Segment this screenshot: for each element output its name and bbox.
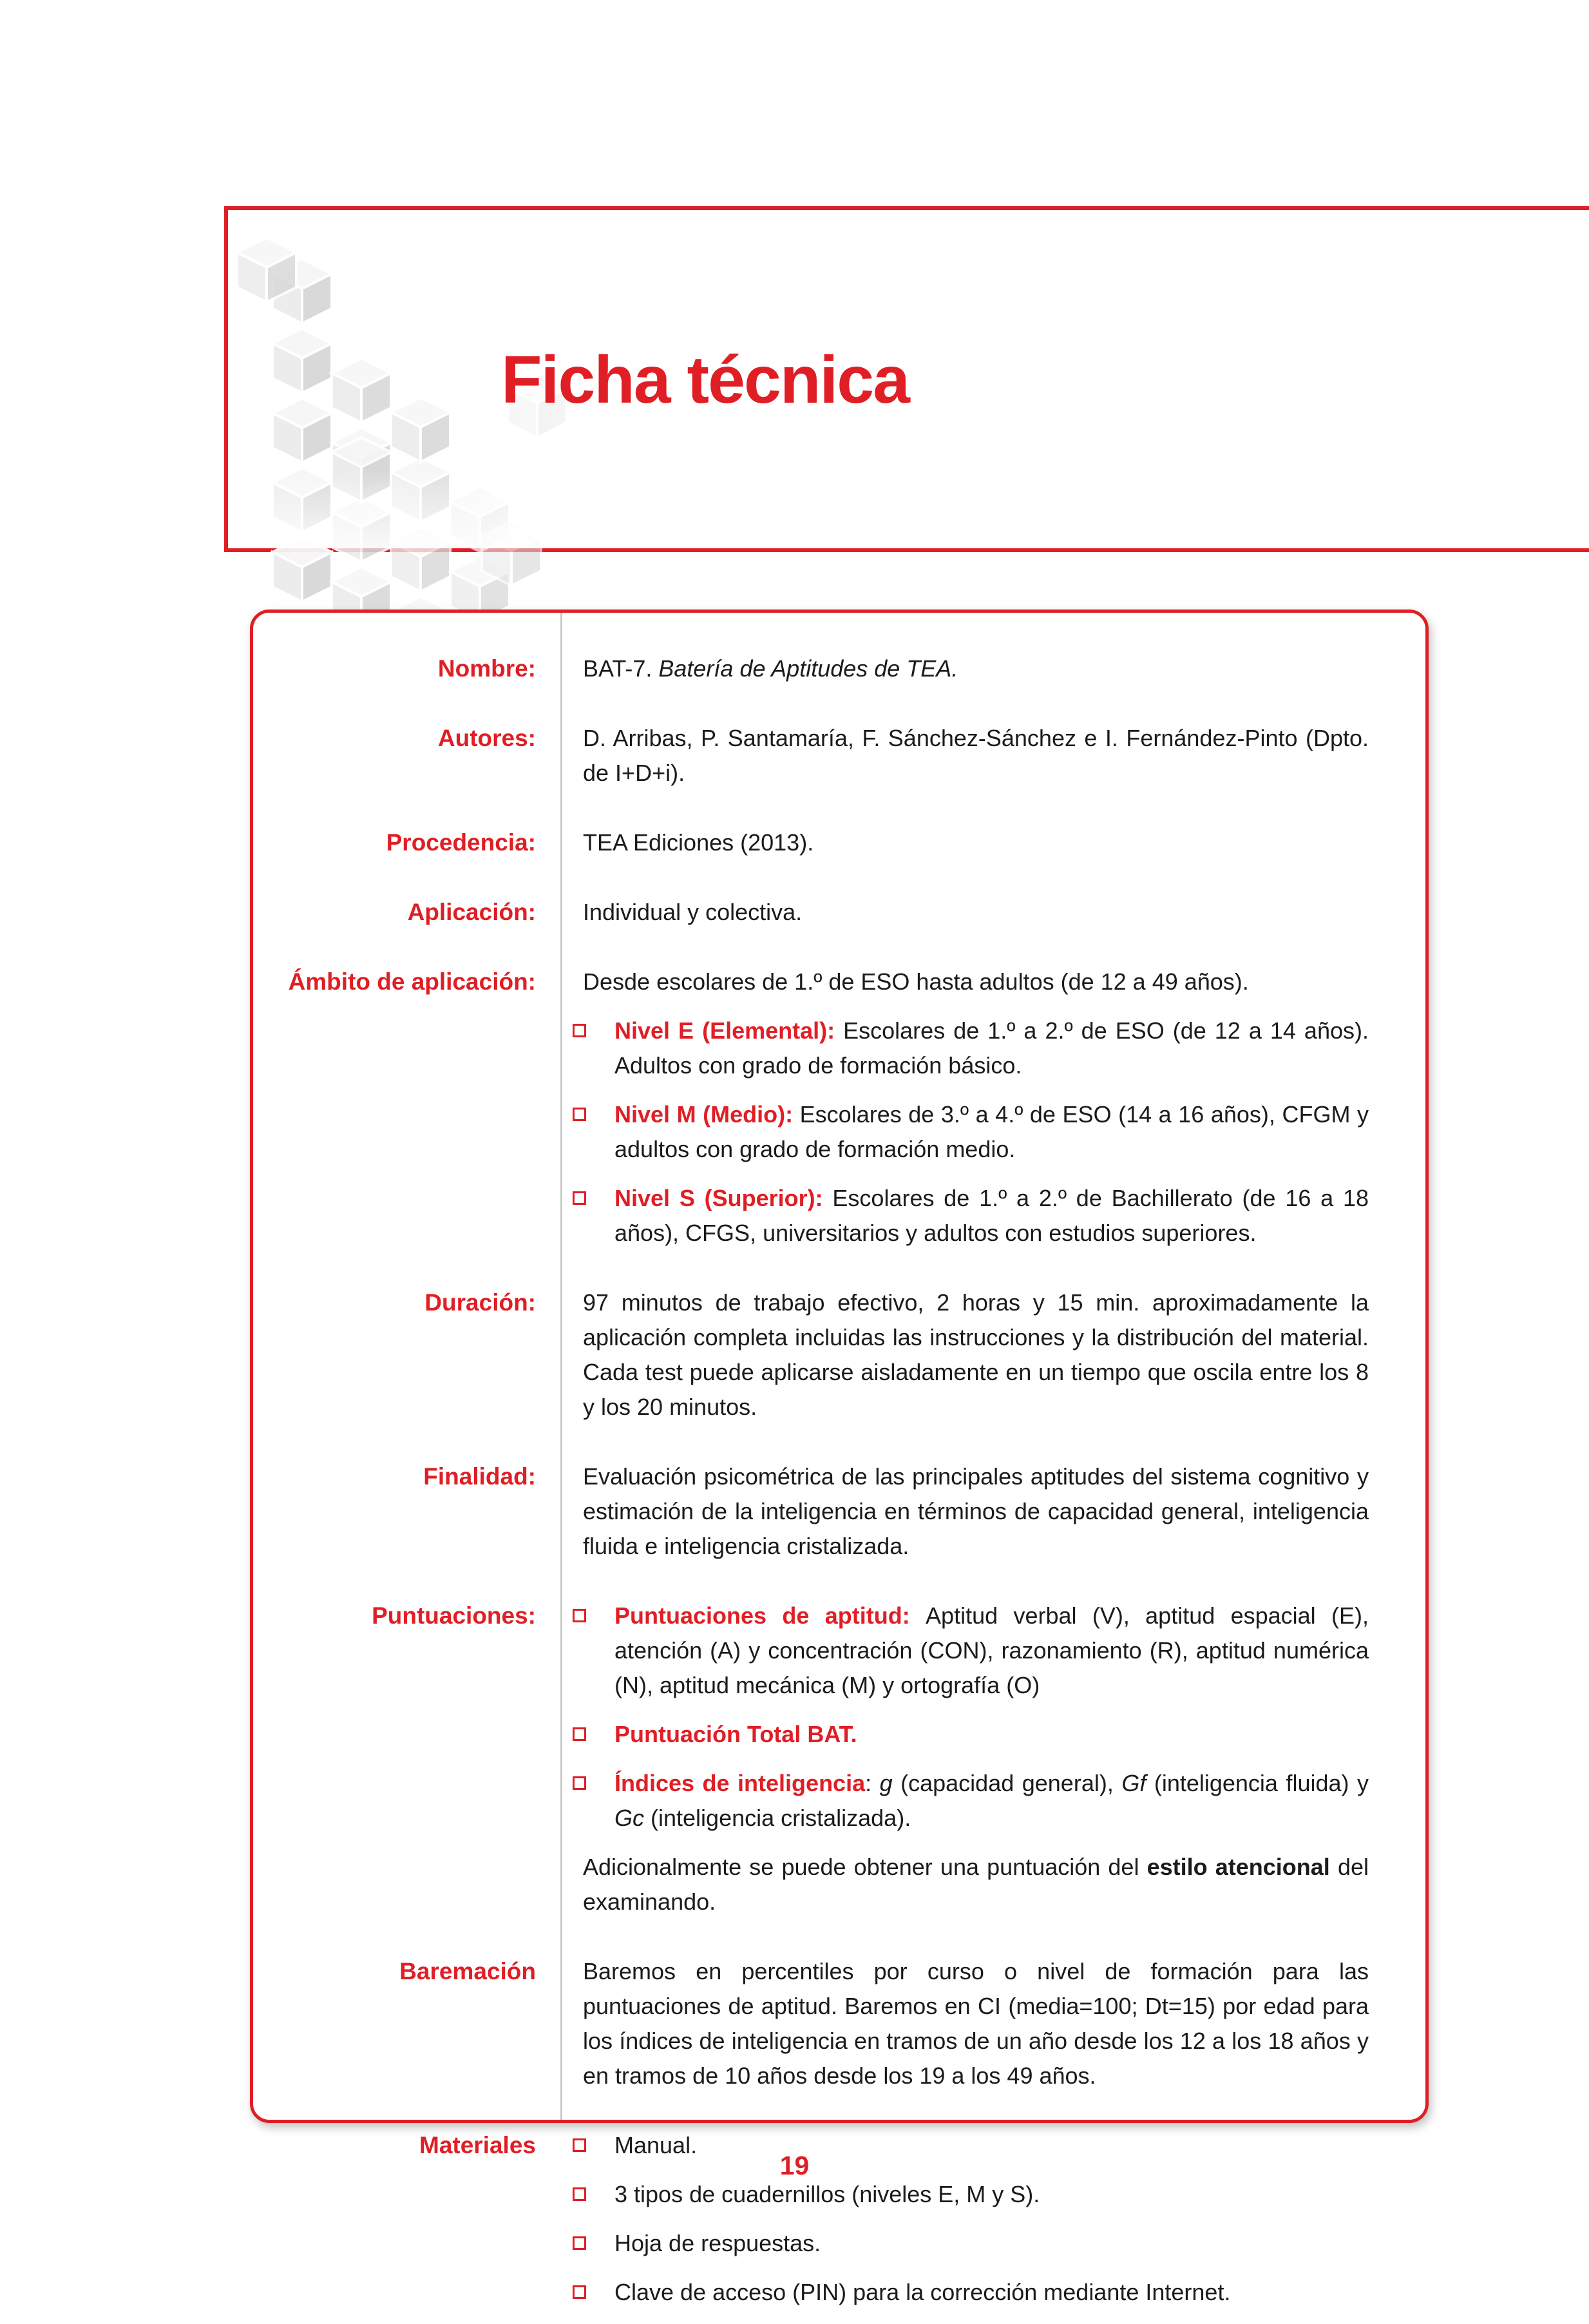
page-number: 19 bbox=[779, 2151, 810, 2180]
table-row bbox=[253, 1459, 1425, 1578]
content-paragraph bbox=[583, 1850, 1369, 1919]
bullet-text bbox=[586, 1097, 1369, 1167]
content-paragraph bbox=[583, 1459, 1369, 1564]
bullet-square-icon bbox=[573, 1191, 586, 1205]
table-row bbox=[253, 1285, 1425, 1439]
bullet-square-icon bbox=[573, 2187, 586, 2201]
text-segment: (inteligencia fluida) y bbox=[1146, 1770, 1369, 1796]
bullet-square-icon bbox=[573, 1727, 586, 1741]
text-segment: : bbox=[865, 1770, 880, 1796]
text-segment: Clave de acceso (PIN) para la corrección mediante Internet. bbox=[614, 2279, 1231, 2305]
row-content bbox=[560, 1285, 1425, 1439]
row-label: Nombre: bbox=[437, 655, 536, 682]
header-banner bbox=[224, 206, 1589, 552]
content-paragraph bbox=[583, 1954, 1369, 2093]
rows bbox=[253, 651, 1425, 2324]
row-content bbox=[560, 721, 1425, 805]
bullet-lead-text: Nivel E (Elemental): bbox=[614, 1017, 844, 1044]
text-segment: TEA Ediciones (2013). bbox=[583, 829, 814, 856]
text-segment: (capacidad general), bbox=[892, 1770, 1122, 1796]
text-segment: Gc bbox=[614, 1805, 645, 1831]
content-bullet bbox=[573, 1717, 1369, 1752]
text-segment: Desde escolares de 1.º de ESO hasta adultos (de 12 a 49 años). bbox=[583, 968, 1249, 995]
row-content bbox=[560, 651, 1425, 700]
row-label: Autores: bbox=[437, 725, 536, 751]
bullet-text bbox=[586, 1013, 1369, 1083]
bullet-square-icon bbox=[573, 1609, 586, 1622]
bullet-square-icon bbox=[573, 1108, 586, 1121]
text-segment: 3 tipos de cuadernillos (niveles E, M y S). bbox=[614, 2181, 1040, 2207]
bullet-square-icon bbox=[573, 2285, 586, 2299]
bullet-lead-text: Puntuación Total BAT. bbox=[614, 1721, 857, 1747]
table-row bbox=[253, 1954, 1425, 2108]
technical-sheet-card bbox=[250, 610, 1429, 2305]
row-label: Finalidad: bbox=[423, 1463, 536, 1490]
content-bullet bbox=[573, 2226, 1369, 2261]
bullet-text bbox=[586, 2226, 1369, 2261]
row-content bbox=[560, 895, 1425, 944]
text-segment: BAT-7. bbox=[583, 655, 659, 682]
table-row bbox=[253, 965, 1425, 1265]
text-segment: Adicionalmente se puede obtener una puntuación del bbox=[583, 1854, 1147, 1880]
text-segment: Evaluación psicométrica de las principales aptitudes del sistema cognitivo y estimación de la inteligencia en términos de capacidad general, inteligencia fluida e inteligencia cristalizada. bbox=[583, 1463, 1369, 1559]
bullet-lead-text: Índices de inteligencia bbox=[614, 1770, 866, 1796]
column-divider bbox=[560, 613, 562, 2120]
row-content bbox=[560, 1459, 1425, 1578]
row-content bbox=[560, 965, 1425, 1265]
text-segment: Gf bbox=[1121, 1770, 1147, 1796]
bullet-square-icon bbox=[573, 1776, 586, 1790]
row-label: Aplicación: bbox=[407, 899, 536, 925]
content-paragraph bbox=[583, 651, 1369, 686]
table-row bbox=[253, 895, 1425, 944]
text-segment: estilo atencional bbox=[1147, 1854, 1330, 1880]
text-segment: Escolares de 1.º a 2.º de Bachillerato (de 16 a 18 años), CFGS, universitarios y adultos con estudios superiores. bbox=[614, 1185, 1369, 1246]
text-segment: Hoja de respuestas. bbox=[614, 2230, 821, 2256]
text-segment: D. Arribas, P. Santamaría, F. Sánchez-Sánchez e I. Fernández-Pinto (Dpto. de I+D+i). bbox=[583, 725, 1369, 786]
row-label: Duración: bbox=[424, 1289, 536, 1316]
row-label: Puntuaciones: bbox=[372, 1602, 536, 1629]
text-segment: Batería de Aptitudes de TEA. bbox=[658, 655, 958, 682]
row-content bbox=[560, 825, 1425, 874]
row-label: Materiales bbox=[419, 2132, 536, 2158]
content-paragraph bbox=[583, 895, 1369, 930]
text-segment: 97 minutos de trabajo efectivo, 2 horas y 15 min. aproximadamente la aplicación completa incluidas las instrucciones y la distribución del material. Cada test puede aplicarse aisladamente en un tiempo que oscila entre los 8 y los 20 minutos. bbox=[583, 1289, 1369, 1420]
text-segment: Manual. bbox=[614, 2132, 698, 2158]
text-segment: g bbox=[879, 1770, 893, 1796]
content-paragraph bbox=[583, 1285, 1369, 1425]
bullet-lead-text: Nivel M (Medio): bbox=[614, 1101, 800, 1128]
content-bullet bbox=[573, 1013, 1369, 1083]
bullet-text bbox=[586, 1181, 1369, 1251]
table-row bbox=[253, 825, 1425, 874]
content-bullet bbox=[573, 2275, 1369, 2310]
bullet-lead-text: Nivel S (Superior): bbox=[614, 1185, 833, 1211]
content-paragraph bbox=[583, 721, 1369, 791]
text-segment: Individual y colectiva. bbox=[583, 899, 803, 925]
content-bullet bbox=[573, 1599, 1369, 1703]
bullet-text bbox=[586, 2275, 1369, 2310]
table-row bbox=[253, 1599, 1425, 1934]
bullet-square-icon bbox=[573, 1024, 586, 1037]
text-segment: Baremos en percentiles por curso o nivel de formación para las puntuaciones de aptitud. Baremos en CI (media=100; Dt=15) por edad para los índices de inteligencia en tramos de un año desde los 12 a los 18 años y en tramos de 10 años desde los 19 a los 49 años. bbox=[583, 1958, 1369, 2089]
content-bullet bbox=[573, 2177, 1369, 2212]
text-segment: Escolares de 3.º a 4.º de ESO (14 a 16 años), CFGM y adultos con grado de formación medio. bbox=[614, 1101, 1369, 1162]
row-content bbox=[560, 1599, 1425, 1934]
row-label: Procedencia: bbox=[386, 829, 536, 856]
bullet-square-icon bbox=[573, 2236, 586, 2250]
text-segment: Aptitud verbal (V), aptitud espacial (E), atención (A) y concentración (CON), razonamiento (R), aptitud numérica (N), aptitud mecánica (M) y ortografía (O) bbox=[614, 1602, 1369, 1698]
content-bullet bbox=[573, 1181, 1369, 1251]
row-content bbox=[560, 1954, 1425, 2108]
row-label: Ámbito de aplicación: bbox=[288, 968, 536, 995]
content-bullet bbox=[573, 1097, 1369, 1167]
bullet-text bbox=[586, 1766, 1369, 1836]
page-title: Ficha técnica bbox=[501, 343, 909, 418]
content-paragraph bbox=[583, 825, 1369, 860]
text-segment: del examinando. bbox=[583, 1854, 1369, 1915]
bullet-square-icon bbox=[573, 2138, 586, 2152]
text-segment: (inteligencia cristalizada). bbox=[644, 1805, 911, 1831]
table-row bbox=[253, 721, 1425, 805]
content-bullet bbox=[573, 1766, 1369, 1836]
text-segment: Escolares de 1.º a 2.º de ESO (de 12 a 14 años). Adultos con grado de formación básico. bbox=[614, 1017, 1369, 1079]
bullet-lead-text: Puntuaciones de aptitud: bbox=[614, 1602, 926, 1629]
bullet-text bbox=[586, 2177, 1369, 2212]
table-row bbox=[253, 651, 1425, 700]
row-label: Baremación bbox=[399, 1958, 536, 1984]
bullet-text bbox=[586, 1717, 1369, 1752]
content-paragraph bbox=[583, 965, 1369, 999]
bullet-text bbox=[586, 1599, 1369, 1703]
